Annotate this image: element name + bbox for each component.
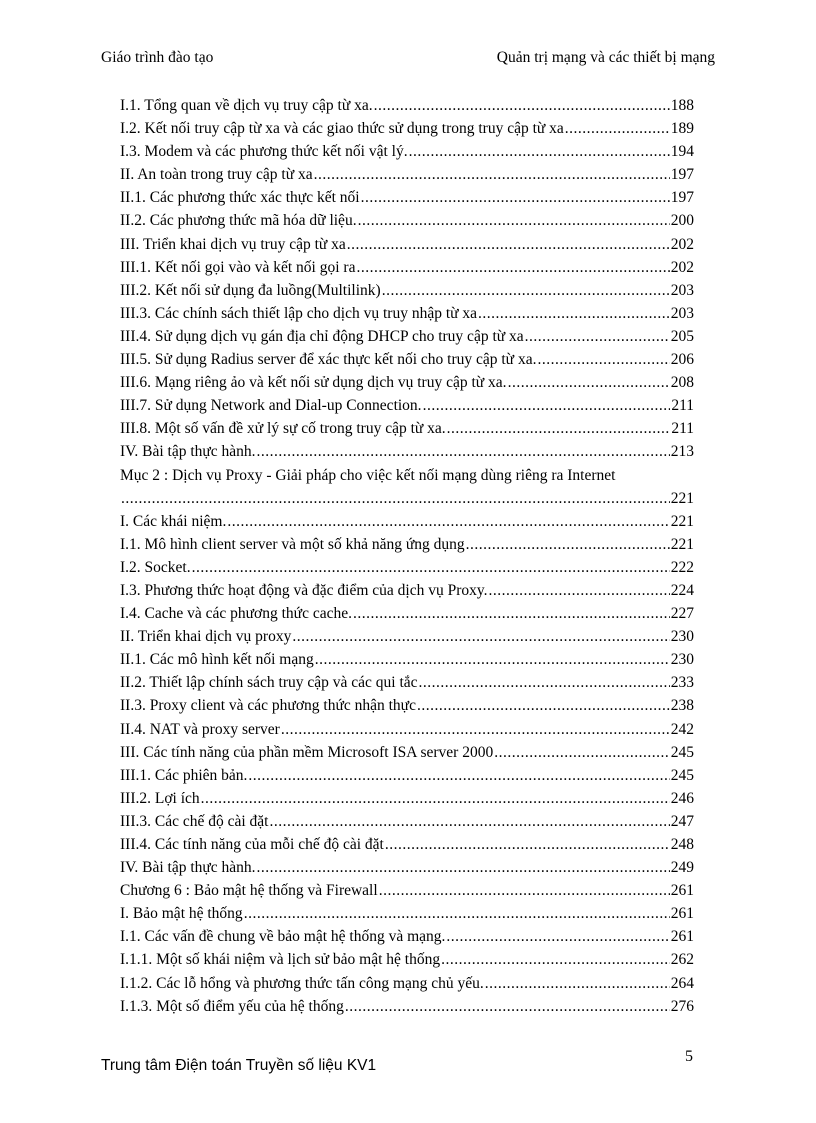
toc-entry-label: III.8. Một số vấn đề xử lý sự cố trong truy cập từ xa. (120, 420, 446, 438)
toc-entry-page: 276 (670, 997, 694, 1015)
toc-entry-label: I.4. Cache và các phương thức cache. (120, 605, 352, 623)
toc-entry (120, 325, 694, 348)
header-left-title: Giáo trình đào tạo (101, 49, 214, 66)
toc-entry-label: III.2. Kết nối sử dụng đa luồng(Multilink) (120, 281, 381, 299)
toc-entry-page: 211 (671, 420, 694, 438)
toc-entry-page: 242 (670, 720, 694, 738)
toc-entry (120, 302, 694, 325)
dot-leader (466, 533, 670, 556)
toc-entry-page: 197 (670, 166, 694, 184)
dot-leader (292, 625, 669, 648)
toc-entry-label: I.2. Kết nối truy cập từ xa và các giao thức sử dụng trong truy cập từ xa (120, 120, 564, 138)
dot-leader (485, 972, 670, 995)
toc-entry-page: 200 (670, 212, 694, 230)
toc-entry-page: 262 (670, 951, 694, 969)
table-of-contents (120, 94, 694, 1018)
toc-entry-label: II.2. Các phương thức mã hóa dữ liệu. (120, 212, 357, 230)
toc-entry-label: II. Triển khai dịch vụ proxy (120, 628, 292, 646)
toc-entry-page: 221 (670, 512, 694, 530)
toc-entry (120, 140, 694, 163)
dot-leader (447, 417, 671, 440)
toc-entry (120, 510, 694, 533)
dot-leader (347, 233, 670, 256)
dot-leader (409, 140, 670, 163)
toc-entry-label: I.1.1. Một số khái niệm và lịch sử bảo mật hệ thống (120, 951, 441, 969)
toc-entry-page: 227 (670, 605, 694, 623)
dot-leader (494, 741, 670, 764)
toc-entry-label: II. An toàn trong truy cập từ xa (120, 166, 313, 184)
toc-entry-label: III.6. Mạng riêng ảo và kết nối sử dụng dịch vụ truy cập từ xa. (120, 374, 507, 392)
dot-leader (508, 371, 670, 394)
toc-entry-page: 197 (670, 189, 694, 207)
header-right-title: Quản trị mạng và các thiết bị mạng (496, 49, 715, 66)
dot-leader (419, 671, 670, 694)
toc-entry-label: II.2. Thiết lập chính sách truy cập và các qui tắc (120, 674, 418, 692)
toc-entry-label: I.3. Modem và các phương thức kết nối vật lý. (120, 143, 408, 161)
dot-leader (565, 117, 670, 140)
dot-leader (441, 948, 670, 971)
toc-entry (120, 186, 694, 209)
toc-entry (120, 902, 694, 925)
toc-entry-label: II.1. Các phương thức xác thực kết nối (120, 189, 360, 207)
footer-organization: Trung tâm Điện toán Truyền số liệu KV1 (101, 1057, 377, 1074)
toc-entry (120, 741, 694, 764)
toc-entry-label: I.1.2. Các lỗ hổng và phương thức tấn công mạng chủ yếu. (120, 974, 484, 992)
toc-entry-page: 238 (670, 697, 694, 715)
toc-entry (120, 995, 694, 1018)
toc-entry-page: 202 (670, 258, 694, 276)
dot-leader (227, 510, 669, 533)
toc-entry-page: 245 (670, 743, 694, 761)
toc-entry (120, 279, 694, 302)
dot-leader (192, 556, 670, 579)
toc-entry-label: III.7. Sử dụng Network and Dial-up Connection. (120, 397, 422, 415)
toc-entry (120, 856, 694, 879)
toc-entry (120, 718, 694, 741)
toc-entry-label: Chương 6 : Bảo mật hệ thống và Firewall (120, 882, 378, 900)
dot-leader (353, 602, 670, 625)
toc-entry-page: 233 (670, 674, 694, 692)
toc-entry-page: 248 (670, 836, 694, 853)
toc-entry (120, 972, 694, 995)
toc-entry-label: I.1. Tổng quan về dịch vụ truy cập từ xa. (120, 97, 373, 114)
toc-entry-page: 189 (670, 120, 694, 138)
toc-entry (120, 579, 694, 602)
dot-leader (446, 925, 669, 948)
toc-entry (120, 556, 694, 579)
toc-entry-label: I.2. Socket. (120, 558, 191, 576)
dot-leader (121, 487, 670, 510)
toc-entry (120, 833, 694, 856)
toc-entry-page: 213 (670, 443, 694, 461)
toc-entry-label: IV. Bài tập thực hành. (120, 443, 256, 461)
toc-entry-label: III.1. Các phiên bản. (120, 766, 248, 784)
toc-entry-page: 222 (670, 558, 694, 576)
toc-entry-page: 211 (671, 397, 694, 415)
toc-entry-page: 208 (670, 374, 694, 392)
toc-entry-label: III.1. Kết nối gọi vào và kết nối gọi ra (120, 258, 356, 276)
dot-leader (281, 718, 670, 741)
dot-leader (537, 348, 669, 371)
toc-entry-continuation (120, 487, 694, 510)
toc-entry-page: 224 (670, 581, 694, 599)
toc-entry (120, 256, 694, 279)
toc-entry (120, 233, 694, 256)
dot-leader (356, 256, 669, 279)
toc-entry-page: 206 (670, 351, 694, 369)
dot-leader (314, 163, 670, 186)
toc-entry-label: I.3. Phương thức hoạt động và đặc điểm của dịch vụ Proxy. (120, 581, 488, 599)
toc-entry-page: 261 (670, 882, 694, 900)
dot-leader (257, 440, 670, 463)
toc-entry-page: 221 (670, 489, 694, 507)
dot-leader (423, 394, 671, 417)
toc-entry-page: 230 (670, 628, 694, 646)
toc-entry-page: 188 (670, 97, 694, 114)
toc-entry-label: III.3. Các chế độ cài đặt (120, 812, 269, 830)
toc-entry-page: 230 (670, 651, 694, 669)
dot-leader (374, 94, 670, 117)
toc-entry-page: 261 (670, 928, 694, 946)
toc-entry (120, 787, 694, 810)
toc-entry-label: I. Các khái niệm. (120, 512, 227, 530)
toc-entry (120, 117, 694, 140)
toc-entry-label: Mục 2 : Dịch vụ Proxy - Giải pháp cho việc kết nối mạng dùng riêng ra Internet (120, 466, 616, 484)
toc-entry-label: III.3. Các chính sách thiết lập cho dịch vụ truy nhập từ xa (120, 304, 478, 322)
page-number: 5 (685, 1048, 693, 1065)
toc-entry-label: I.1.3. Một số điểm yếu của hệ thống (120, 997, 344, 1015)
toc-entry (120, 464, 694, 487)
toc-entry-page: 203 (670, 281, 694, 299)
toc-entry-label: II.3. Proxy client và các phương thức nhận thực (120, 697, 416, 715)
toc-entry (120, 625, 694, 648)
toc-entry-label: III. Triển khai dịch vụ truy cập từ xa (120, 235, 346, 253)
toc-entry-label: III.5. Sử dụng Radius server để xác thực kết nối cho truy cập từ xa. (120, 351, 537, 369)
toc-entry (120, 602, 694, 625)
dot-leader (257, 856, 670, 879)
toc-entry (120, 209, 694, 232)
toc-entry-page: 246 (670, 789, 694, 807)
dot-leader (478, 302, 670, 325)
toc-entry (120, 533, 694, 556)
toc-entry (120, 648, 694, 671)
dot-leader (345, 995, 670, 1018)
toc-entry-page: 202 (670, 235, 694, 253)
toc-entry (120, 948, 694, 971)
dot-leader (385, 833, 670, 856)
toc-entry (120, 417, 694, 440)
toc-entry (120, 394, 694, 417)
toc-entry-page: 221 (670, 535, 694, 553)
toc-entry-page: 205 (670, 327, 694, 345)
dot-leader (489, 579, 670, 602)
toc-entry-page: 261 (670, 905, 694, 923)
toc-entry (120, 879, 694, 902)
dot-leader (525, 325, 670, 348)
dot-leader (358, 209, 670, 232)
dot-leader (382, 279, 670, 302)
dot-leader (379, 879, 670, 902)
toc-entry-page: 247 (670, 812, 694, 830)
toc-entry-page: 203 (670, 304, 694, 322)
toc-entry-label: III.4. Các tính năng của mỗi chế độ cài đặt (120, 836, 384, 853)
toc-entry (120, 694, 694, 717)
toc-entry (120, 348, 694, 371)
toc-entry-label: II.1. Các mô hình kết nối mạng (120, 651, 314, 669)
toc-entry (120, 440, 694, 463)
toc-entry (120, 764, 694, 787)
toc-entry-page: 194 (670, 143, 694, 161)
toc-entry (120, 371, 694, 394)
toc-entry-label: III. Các tính năng của phần mềm Microsoft ISA server 2000 (120, 743, 494, 761)
toc-entry (120, 163, 694, 186)
dot-leader (244, 902, 670, 925)
toc-entry-label: III.4. Sử dụng dịch vụ gán địa chỉ động DHCP cho truy cập từ xa (120, 327, 524, 345)
toc-entry (120, 94, 694, 117)
toc-entry-label: I.1. Các vấn đề chung về bảo mật hệ thống và mạng. (120, 928, 446, 946)
toc-entry-label: II.4. NAT và proxy server (120, 720, 280, 738)
toc-entry (120, 925, 694, 948)
toc-entry-label: III.2. Lợi ích (120, 789, 200, 807)
dot-leader (315, 648, 670, 671)
dot-leader (417, 694, 670, 717)
dot-leader (361, 186, 670, 209)
dot-leader (248, 764, 669, 787)
toc-entry-page: 249 (670, 859, 694, 877)
toc-entry-label: IV. Bài tập thực hành. (120, 859, 256, 877)
toc-entry-page: 245 (670, 766, 694, 784)
toc-entry-label: I.1. Mô hình client server và một số khả năng ứng dụng (120, 535, 465, 553)
toc-entry (120, 810, 694, 833)
dot-leader (201, 787, 670, 810)
toc-entry-page: 264 (670, 974, 694, 992)
dot-leader (269, 810, 669, 833)
toc-entry (120, 671, 694, 694)
toc-entry-label: I. Bảo mật hệ thống (120, 905, 243, 923)
